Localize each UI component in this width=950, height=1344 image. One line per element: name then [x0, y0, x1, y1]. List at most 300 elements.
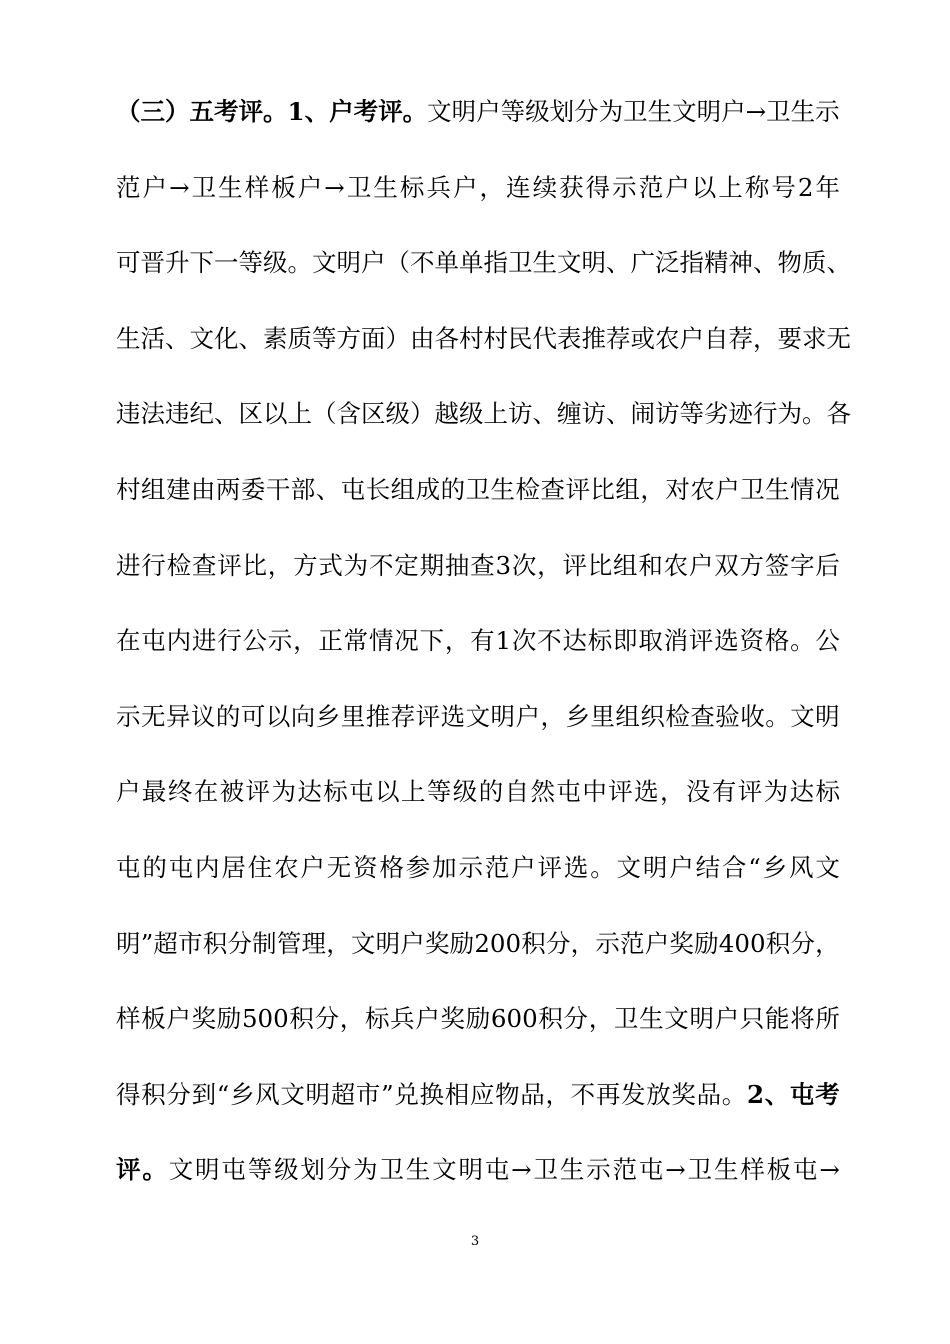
text-glyph: 后 [815, 550, 840, 580]
text-glyph: 村 [116, 475, 141, 504]
text-glyph: 有 [470, 626, 495, 656]
text-glyph: 以 [691, 172, 717, 202]
text-glyph: 明 [451, 97, 477, 126]
text-glyph: 卫 [687, 1155, 713, 1185]
text-glyph: 示 [267, 626, 293, 656]
text-glyph: 分 [314, 1004, 340, 1034]
text-glyph: ， [753, 323, 778, 353]
text-glyph: 明 [116, 928, 141, 958]
text-glyph: 户 [511, 853, 536, 882]
text-glyph: 评 [245, 777, 271, 807]
text-glyph: 两 [215, 475, 241, 504]
text-glyph: 民 [508, 323, 533, 353]
text-glyph: 式 [318, 550, 343, 580]
text-glyph: 对 [665, 475, 690, 504]
text-glyph: 文 [790, 701, 815, 731]
text-glyph: ） [385, 323, 410, 353]
text-glyph: 检 [166, 550, 192, 580]
text-glyph: 访 [655, 399, 680, 429]
text-glyph: 、 [753, 248, 778, 278]
text-glyph: 分 [227, 928, 252, 958]
text-glyph: 级 [385, 399, 410, 429]
text-glyph: 以 [265, 701, 291, 731]
text-glyph: 干 [265, 475, 291, 504]
text-glyph: 期 [419, 550, 445, 580]
text-glyph: 换 [419, 1079, 444, 1109]
page-number: 3 [470, 1234, 480, 1249]
text-glyph: 或 [630, 323, 655, 353]
text-glyph: 评 [562, 550, 587, 580]
bold-text-glyph: ） [165, 97, 190, 126]
text-glyph: 行 [217, 626, 242, 656]
text-glyph: 明 [642, 853, 668, 882]
text-glyph: 奖 [669, 928, 694, 958]
text-glyph: ， [339, 1004, 365, 1034]
text-glyph: 文 [616, 853, 642, 882]
text-glyph: 明 [815, 701, 840, 731]
text-glyph: → [324, 172, 345, 202]
text-glyph: 卫 [766, 97, 791, 126]
text-glyph: 下 [189, 248, 214, 278]
text-glyph: 和 [638, 550, 663, 580]
text-glyph: （ [385, 248, 410, 278]
text-glyph: 选 [563, 853, 589, 882]
text-glyph: 的 [142, 853, 167, 882]
text-glyph: 明 [689, 1004, 714, 1034]
text-glyph: 代 [532, 323, 557, 353]
text-glyph: 示 [815, 97, 840, 126]
text-glyph: 单 [459, 248, 484, 278]
text-glyph: 内 [166, 626, 192, 656]
text-glyph: 标 [364, 1004, 390, 1034]
text-glyph: 级 [274, 1155, 299, 1185]
text-glyph: 卫 [465, 475, 491, 504]
text-glyph: 到 [191, 1079, 217, 1109]
bold-text-glyph: 。 [263, 97, 288, 126]
text-glyph: 屯 [340, 475, 366, 504]
text-glyph: 被 [219, 777, 245, 807]
text-glyph: 户 [116, 777, 141, 807]
text-glyph: ， [660, 777, 685, 807]
text-glyph: 组 [390, 475, 416, 504]
text-glyph: 文 [432, 1155, 457, 1185]
text-glyph: 签 [764, 550, 790, 580]
text-glyph: 达 [562, 626, 587, 656]
text-glyph: 合 [721, 853, 747, 882]
text-glyph: 各 [434, 323, 459, 353]
text-glyph: 查 [470, 550, 495, 580]
text-glyph: 消 [663, 626, 689, 656]
text-glyph: “ [216, 1079, 230, 1109]
text-glyph: 无 [326, 853, 352, 882]
bold-text-glyph: 2 [746, 1079, 764, 1109]
text-line [116, 924, 840, 964]
text-glyph: 比 [587, 550, 613, 580]
text-glyph: 所 [815, 1004, 840, 1034]
text-glyph: 生 [647, 97, 673, 126]
text-glyph: 范 [620, 928, 645, 958]
text-glyph: 长 [365, 475, 391, 504]
text-glyph: 。 [790, 626, 815, 656]
text-glyph: → [511, 1155, 532, 1185]
text-line [116, 621, 840, 661]
text-glyph: 管 [276, 928, 302, 958]
text-glyph: 乡 [229, 1079, 255, 1109]
text-line [116, 1075, 840, 1115]
text-glyph: 缠 [557, 399, 582, 429]
text-glyph: 生 [218, 172, 243, 202]
text-glyph: 等 [238, 248, 263, 278]
text-glyph: 不 [537, 626, 562, 656]
text-glyph: 明 [490, 701, 516, 731]
bold-text-glyph: 户 [329, 97, 354, 126]
text-glyph: 指 [483, 248, 508, 278]
text-glyph: 称 [744, 172, 770, 202]
text-glyph: 户 [415, 1004, 440, 1034]
text-glyph: 屯 [349, 777, 374, 807]
text-glyph: 化 [214, 323, 239, 353]
text-glyph: 级 [263, 248, 288, 278]
text-glyph: 户 [665, 172, 690, 202]
text-glyph: 品 [520, 1079, 545, 1109]
text-glyph: 面 [361, 323, 386, 353]
text-glyph: 示 [116, 701, 141, 731]
text-glyph: 资 [353, 853, 378, 882]
text-glyph: 户 [142, 172, 168, 202]
text-glyph: 积 [141, 1079, 166, 1109]
text-glyph: 异 [165, 701, 191, 731]
text-glyph: 文 [557, 248, 582, 278]
text-glyph: 应 [469, 1079, 495, 1109]
text-glyph: 明 [195, 1155, 220, 1185]
text-line [116, 243, 851, 283]
text-glyph: 向 [290, 701, 316, 731]
text-glyph: 奖 [191, 1004, 217, 1034]
text-glyph: 只 [739, 1004, 765, 1034]
text-glyph: 违 [165, 399, 190, 429]
text-glyph: 里 [340, 701, 366, 731]
text-glyph: 划 [549, 97, 575, 126]
text-glyph: 进 [191, 626, 217, 656]
text-glyph: 分 [790, 928, 815, 958]
text-glyph: 户 [476, 97, 501, 126]
text-glyph: 由 [190, 475, 216, 504]
text-glyph: 晋 [140, 248, 165, 278]
text-glyph: 明 [581, 248, 606, 278]
text-glyph: 方 [739, 550, 765, 580]
text-glyph: ， [640, 475, 665, 504]
bold-text-glyph: 五 [189, 97, 214, 126]
text-glyph: 文 [672, 97, 697, 126]
text-glyph: 、 [606, 399, 631, 429]
text-glyph: 建 [165, 475, 191, 504]
text-glyph: 公 [242, 626, 267, 656]
text-line [116, 168, 840, 208]
text-glyph: 不 [410, 248, 435, 278]
text-glyph: 明 [336, 248, 361, 278]
text-glyph: 户 [452, 172, 478, 202]
text-glyph: 文 [350, 928, 376, 958]
text-glyph: 风 [788, 853, 814, 882]
text-glyph: 在 [116, 626, 141, 656]
text-glyph: 违 [116, 399, 141, 429]
text-glyph: 纪 [189, 399, 214, 429]
text-glyph: 织 [640, 701, 665, 731]
bold-text-glyph: 考 [214, 97, 239, 126]
text-glyph: 样 [244, 172, 270, 202]
text-glyph: 500 [241, 1004, 289, 1034]
text-glyph: 卫 [191, 172, 217, 202]
bold-text-glyph: 考 [353, 97, 379, 126]
text-glyph: 乡 [565, 701, 590, 731]
text-glyph: 素 [263, 323, 288, 353]
text-glyph: 检 [515, 475, 540, 504]
text-glyph: 年 [815, 172, 840, 202]
text-glyph: 农 [663, 550, 689, 580]
text-glyph: 比 [242, 550, 267, 580]
text-glyph: 一 [214, 248, 239, 278]
text-glyph: 等 [312, 323, 337, 353]
text-glyph: 户 [715, 475, 740, 504]
text-glyph: 检 [665, 701, 690, 731]
text-glyph: 卫 [533, 1155, 559, 1185]
text-glyph: 600 [490, 1004, 538, 1034]
text-glyph: 选 [714, 626, 739, 656]
text-glyph: 号 [771, 172, 796, 202]
text-glyph: 样 [116, 1004, 141, 1034]
text-glyph: 板 [141, 1004, 166, 1034]
text-glyph: 荐 [606, 323, 631, 353]
text-glyph: ， [588, 1004, 614, 1034]
text-glyph: 户 [644, 928, 670, 958]
bold-text-glyph: 屯 [789, 1079, 815, 1109]
text-glyph: 收 [740, 701, 765, 731]
text-glyph: 风 [255, 1079, 280, 1109]
text-glyph: 里 [590, 701, 615, 731]
text-glyph: 兵 [390, 1004, 415, 1034]
text-glyph: 居 [221, 853, 246, 882]
text-glyph: 选 [634, 777, 659, 807]
text-glyph: 范 [116, 172, 141, 202]
text-glyph: 公 [815, 626, 840, 656]
text-glyph: 户 [297, 172, 323, 202]
text-glyph: 户 [515, 701, 540, 731]
text-glyph: 样 [740, 1155, 765, 1185]
text-glyph: 区 [238, 399, 263, 429]
text-line [116, 772, 840, 812]
text-glyph: 文 [815, 853, 840, 882]
text-glyph: 分 [166, 1079, 191, 1109]
text-glyph: 户 [669, 853, 694, 882]
bold-text-glyph: 。 [142, 1155, 167, 1185]
text-glyph: 卫 [346, 172, 372, 202]
text-glyph: 部 [290, 475, 316, 504]
text-glyph: 求 [802, 323, 827, 353]
text-glyph: ， [479, 172, 504, 202]
text-glyph: 兵 [426, 172, 451, 202]
text-glyph: 制 [252, 928, 277, 958]
text-glyph: 字 [790, 550, 815, 580]
text-glyph: 分 [563, 1004, 589, 1034]
text-glyph: 分 [574, 97, 599, 126]
text-glyph: 户 [721, 97, 746, 126]
text-glyph: 奖 [424, 928, 450, 958]
text-glyph: 乡 [762, 853, 788, 882]
text-glyph: 迹 [728, 399, 753, 429]
text-glyph: 以 [375, 777, 400, 807]
text-glyph: 明 [696, 97, 722, 126]
text-glyph: 单 [434, 248, 459, 278]
text-glyph: 行 [753, 399, 778, 429]
text-glyph: 文 [280, 1079, 305, 1109]
text-glyph: 住 [247, 853, 273, 882]
text-glyph: 没 [685, 777, 711, 807]
text-glyph: 下 [419, 626, 445, 656]
text-glyph: 文 [189, 323, 214, 353]
text-glyph: 自 [504, 777, 530, 807]
text-glyph: 示 [595, 928, 620, 958]
text-glyph: 户 [688, 550, 714, 580]
text-glyph: 内 [195, 853, 220, 882]
text-glyph: 组 [615, 701, 640, 731]
text-glyph: 为 [777, 399, 802, 429]
text-glyph: ” [140, 928, 154, 958]
text-glyph: 情 [790, 475, 815, 504]
text-glyph: 次 [511, 550, 537, 580]
text-glyph: 。 [287, 248, 312, 278]
text-glyph: 自 [704, 323, 729, 353]
text-glyph: 得 [585, 172, 611, 202]
text-glyph: → [665, 1155, 686, 1185]
text-glyph: 正 [318, 626, 343, 656]
text-glyph: 文 [427, 97, 452, 126]
bold-text-glyph: 考 [815, 1079, 840, 1109]
text-glyph: 生 [532, 248, 557, 278]
text-glyph: 物 [777, 248, 802, 278]
text-glyph: 抽 [444, 550, 470, 580]
text-glyph: 分 [326, 1155, 352, 1185]
text-glyph: 文 [664, 1004, 689, 1034]
text-glyph: 放 [646, 1079, 671, 1109]
text-glyph: 范 [638, 172, 664, 202]
text-glyph: 评 [608, 777, 633, 807]
text-glyph: 标 [587, 626, 613, 656]
text-glyph: 奖 [671, 1079, 696, 1109]
text-glyph: ， [540, 701, 565, 731]
text-glyph: 区 [361, 399, 386, 429]
text-glyph: 示 [586, 1155, 611, 1185]
text-glyph: 。 [590, 853, 615, 882]
text-glyph: 明 [305, 1079, 331, 1109]
text-glyph: 选 [440, 701, 466, 731]
text-glyph: 户 [300, 853, 325, 882]
text-line [116, 470, 840, 510]
text-line [116, 92, 840, 132]
text-glyph: 、 [606, 248, 631, 278]
text-glyph: 生 [373, 172, 398, 202]
text-glyph: 示 [458, 853, 483, 882]
text-glyph: 质 [287, 323, 312, 353]
text-glyph: 含 [336, 399, 361, 429]
text-glyph: 终 [167, 777, 193, 807]
text-glyph: 再 [595, 1079, 621, 1109]
text-glyph: 获 [559, 172, 584, 202]
text-glyph: 农 [690, 475, 715, 504]
text-glyph: 不 [368, 550, 394, 580]
text-glyph: 查 [540, 475, 565, 504]
text-glyph: 、 [315, 475, 341, 504]
text-glyph: 进 [116, 550, 141, 580]
text-glyph: 励 [216, 1004, 242, 1034]
text-glyph: 上 [400, 777, 426, 807]
text-glyph: 的 [215, 701, 241, 731]
text-glyph: 以 [263, 399, 288, 429]
text-glyph: 、 [532, 399, 557, 429]
text-glyph: 要 [777, 323, 802, 353]
bold-text-glyph: 三 [140, 97, 165, 126]
text-glyph: 示 [612, 172, 637, 202]
text-glyph: 神 [728, 248, 753, 278]
text-glyph: 户 [166, 1004, 191, 1034]
text-glyph: 物 [495, 1079, 520, 1109]
text-glyph: 超 [330, 1079, 356, 1109]
text-glyph: 生 [790, 97, 816, 126]
text-glyph: 等 [247, 1155, 273, 1185]
text-glyph: 方 [336, 323, 361, 353]
text-glyph: 组 [613, 550, 638, 580]
text-glyph: 推 [365, 701, 391, 731]
text-glyph: 为 [271, 777, 296, 807]
text-glyph: 泛 [655, 248, 680, 278]
text-glyph: 为 [343, 550, 369, 580]
text-glyph: 屯 [141, 626, 166, 656]
text-glyph: 级 [452, 777, 478, 807]
text-glyph: 评 [737, 777, 763, 807]
text-glyph: 情 [368, 626, 394, 656]
text-glyph: ， [293, 626, 318, 656]
bold-text-glyph: 评 [116, 1155, 141, 1185]
text-glyph: 加 [432, 853, 457, 882]
text-glyph: 标 [399, 172, 425, 202]
text-glyph: 范 [612, 1155, 638, 1185]
text-glyph: 、 [826, 248, 851, 278]
text-glyph: ， [267, 550, 293, 580]
text-glyph: 的 [478, 777, 504, 807]
text-glyph: 户 [714, 1004, 740, 1034]
text-glyph: 生 [490, 475, 516, 504]
text-glyph: 村 [459, 323, 484, 353]
bold-text-glyph: （ [116, 97, 141, 126]
text-glyph: 级 [459, 399, 484, 429]
text-glyph: 由 [410, 323, 435, 353]
text-glyph: 况 [394, 626, 419, 656]
bold-text-glyph: 、 [764, 1079, 790, 1109]
text-glyph: 上 [287, 399, 312, 429]
text-glyph: 200 [474, 928, 522, 958]
text-glyph: 得 [116, 1079, 141, 1109]
text-line [116, 999, 840, 1039]
text-glyph: 为 [763, 777, 789, 807]
text-glyph: 卫 [508, 248, 533, 278]
text-glyph: 结 [695, 853, 721, 882]
text-glyph: 闹 [630, 399, 655, 429]
text-glyph: 励 [465, 1004, 491, 1034]
text-glyph: → [819, 1155, 840, 1185]
text-glyph: 标 [815, 777, 840, 807]
text-glyph: 行 [141, 550, 166, 580]
text-glyph: 标 [323, 777, 348, 807]
text-glyph: 劣 [704, 399, 729, 429]
